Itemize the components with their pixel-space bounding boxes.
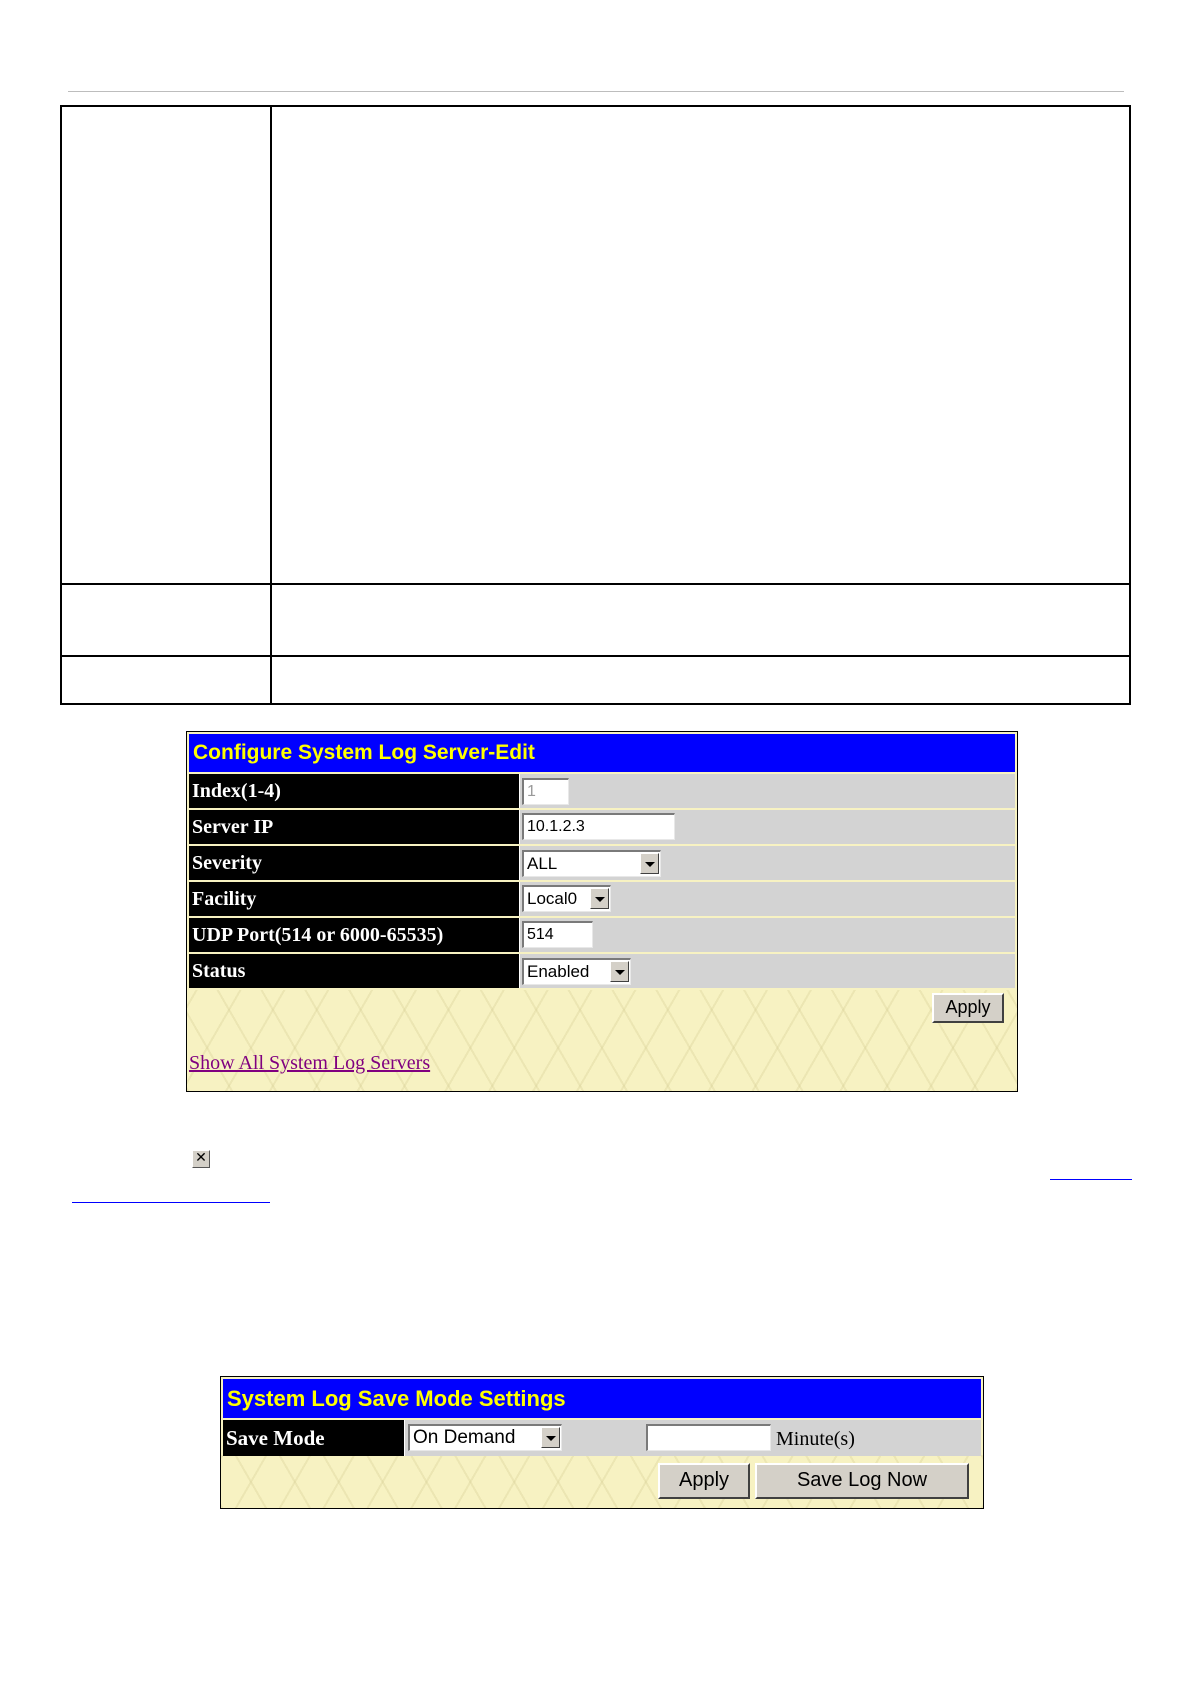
status-row [189, 954, 1015, 988]
facility-select-value: Local0 [527, 889, 578, 908]
udp-port-label: UDP Port(514 or 6000-65535) [189, 918, 519, 952]
severity-value-cell [519, 846, 1015, 880]
page-header-rule [68, 91, 1124, 92]
save-mode-label: Save Mode [223, 1420, 404, 1456]
parameter-description-cell [271, 584, 1130, 656]
server-ip-value-cell [519, 810, 1015, 844]
panel-title: System Log Save Mode Settings [223, 1379, 981, 1418]
minutes-input[interactable] [646, 1424, 771, 1451]
parameter-description-table [60, 105, 1131, 705]
index-value-cell [519, 774, 1015, 808]
status-select[interactable] [522, 958, 631, 985]
index-input[interactable]: 1 [522, 778, 569, 805]
parameter-description-cell [271, 656, 1130, 704]
severity-row [189, 846, 1015, 880]
chevron-down-icon[interactable] [640, 853, 659, 874]
parameter-name-cell [61, 656, 271, 704]
table-row [61, 584, 1130, 656]
close-icon: ✕ [192, 1150, 210, 1168]
server-ip-input[interactable]: 10.1.2.3 [522, 813, 675, 840]
save-mode-select[interactable] [408, 1424, 562, 1451]
apply-button[interactable]: Apply [658, 1463, 750, 1499]
minutes-label: Minute(s) [776, 1428, 855, 1450]
save-mode-select-value: On Demand [413, 1427, 516, 1448]
facility-select[interactable] [522, 885, 611, 912]
status-value-cell [519, 954, 1015, 988]
udp-port-input[interactable]: 514 [522, 921, 593, 948]
inline-link-underline [72, 1202, 270, 1203]
index-row [189, 774, 1015, 808]
inline-link-underline [1050, 1179, 1132, 1180]
server-ip-label: Server IP [189, 810, 519, 844]
severity-select[interactable] [522, 850, 661, 877]
parameter-name-cell [61, 584, 271, 656]
parameter-name-cell [61, 106, 271, 584]
chevron-down-icon[interactable] [590, 888, 609, 909]
panel-title: Configure System Log Server-Edit [189, 734, 1015, 772]
udp-port-value-cell [519, 918, 1015, 952]
chevron-down-icon[interactable] [610, 961, 629, 982]
save-mode-value-cell [404, 1420, 981, 1456]
severity-label: Severity [189, 846, 519, 880]
save-log-now-button[interactable]: Save Log Now [755, 1463, 969, 1499]
status-label: Status [189, 954, 519, 988]
facility-row [189, 882, 1015, 916]
status-select-value: Enabled [527, 962, 590, 981]
table-row [61, 106, 1130, 584]
chevron-down-icon[interactable] [541, 1427, 560, 1448]
severity-select-value: ALL [527, 854, 558, 873]
syslog-server-edit-panel [186, 731, 1018, 1092]
udp-port-row [189, 918, 1015, 952]
save-mode-row [223, 1420, 981, 1456]
index-label: Index(1-4) [189, 774, 519, 808]
facility-value-cell [519, 882, 1015, 916]
apply-button[interactable]: Apply [932, 993, 1004, 1023]
table-row [61, 656, 1130, 704]
syslog-save-mode-panel [220, 1376, 984, 1509]
facility-label: Facility [189, 882, 519, 916]
server-ip-row [189, 810, 1015, 844]
show-all-system-log-servers-link[interactable]: Show All System Log Servers [189, 1052, 431, 1074]
parameter-description-cell [271, 106, 1130, 584]
panel-background-pattern [187, 990, 1017, 1091]
